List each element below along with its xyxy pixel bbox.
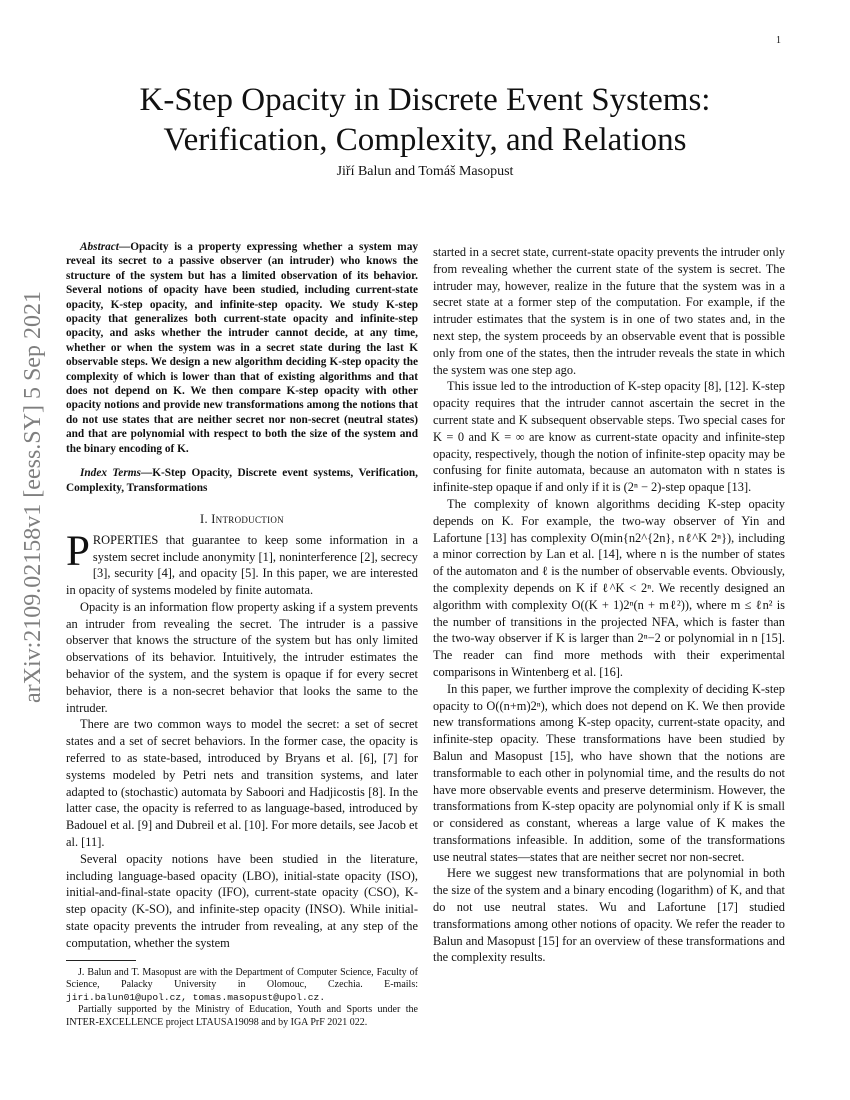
- intro-paragraph-1-text: ROPERTIES that guarantee to keep some information in a system secret include anonymity [1], noninterference [2], secrecy [3], security [4], and opacity [5]. In this paper, we are interested in opacity of systems modeled by finite automata.: [66, 532, 418, 598]
- section-number: I.: [200, 511, 208, 526]
- arxiv-sidebar: [20, 293, 50, 703]
- intro-paragraph-1: [66, 527, 418, 599]
- authors: Jiří Balun and Tomáš Masopust: [336, 164, 514, 179]
- arxiv-identifier: arXiv:2109.02158v1 [eess.SY] 5 Sep 2021: [20, 291, 46, 703]
- section-heading: [66, 511, 418, 528]
- left-column: [66, 240, 418, 1029]
- intro-paragraph-7: The complexity of known algorithms deciding K-step opacity depends on K. For example, the two-way observer of Yin and Lafortune [13] has complexity O(min{n2^{2n}, nℓ^K 2ⁿ}), including a minor correction by Lan et al. [14], where n is the number of states of the automaton and ℓ is the number of observable events. Obviously, the complexity depends on K if ℓ^K < 2ⁿ. We recently designed an algorithm with complexity O((K + 1)2ⁿ(n + mℓ²)), where m ≤ ℓn² is the number of transitions in the projected NFA, which is faster than the two-way observer if K is larger than 2ⁿ−2 or polynomial in n [15]. The reader can find more methods with their experimental comparisons in Wintenberg et al. [16].: [433, 496, 785, 679]
- index-terms-label: Index Terms: [80, 467, 141, 480]
- section-title: Introduction: [211, 511, 284, 526]
- footnote-affiliation: [66, 967, 418, 1005]
- paper-title: [60, 80, 790, 160]
- page-number: 1: [776, 35, 781, 46]
- title-line-1: K-Step Opacity in Discrete Event Systems:: [139, 82, 711, 118]
- abstract-text: —Opacity is a property expressing whether a system may reveal its secret to a passive observer (an intruder) who knows the structure of the system but has a limited observation of its behavior. Several notions of opacity have been studied, including current-state opacity, K-step opacity, and infinite-step opacity. We study K-step opacity that generalizes both current-state opacity and infinite-step opacity, and asks whether the intruder cannot decide, at any time, whether or when the system was in a secret state during the last K observable steps. We design a new algorithm deciding K-step opacity the complexity of which is lower than that of existing algorithms and that does not depend on K. We then compare K-step opacity with other opacity notions and provide new transformations among the notions that do not use states that are neither secret nor non-secret (neutral states) and that are polynomial with respect to both the size of the system and the binary encoding of K.: [66, 241, 418, 455]
- abstract-label: Abstract: [80, 241, 119, 253]
- intro-paragraph-5: started in a secret state, current-state opacity prevents the intruder only from revealing whether the current state of the system is secret. The intruder may, however, realize in the future that the system was in a secret state at a former step of the computation. For example, if the intruder estimates that the system is in one of two states and, in the next step, the system proceeds by an observable event that is possible only from one of the states, then the intruder reveals the state in which the system was one step ago.: [433, 245, 785, 377]
- footnote-funding: Partially supported by the Ministry of Education, Youth and Sports under the INTER-EXCELLENCE project LTAUSA19098 and by IGA PrF 2021 022.: [66, 1004, 418, 1028]
- intro-paragraph-6: This issue led to the introduction of K-step opacity [8], [12]. K-step opacity requires that the intruder cannot ascertain the secret in the current state and K subsequent observable steps. Two special cases for K = 0 and K = ∞ are know as current-state opacity and infinite-step opacity, respectively, though the notion of infinite-step opacity may be confusing for finite automata, because an automaton with n states is infinite-step opaque if and only if it is (2ⁿ − 2)-step opaque [13].: [433, 379, 785, 495]
- intro-paragraph-3: There are two common ways to model the secret: a set of secret states and a set of secret behaviors. In the former case, the opacity is referred to as state-based, introduced by Bryans et al. [6], [7] for systems modeled by Petri nets and transition systems, and later adapted to (stochastic) automata by Saboori and Hadjicostis [8]. In the latter case, the opacity is referred to as language-based, introduced by Badouel et al. [9] and Dubreil et al. [10]. For more details, see Jacob et al. [11].: [66, 717, 418, 850]
- index-terms-text: —K-Step Opacity, Discrete event systems, Verification, Complexity, Transformations: [66, 467, 418, 494]
- abstract: [66, 240, 418, 456]
- right-column: [433, 244, 785, 966]
- intro-paragraph-4: Several opacity notions have been studied in the literature, including language-based opacity (LBO), initial-state opacity (ISO), initial-and-final-state opacity (IFO), current-state opacity (CSO), K-step opacity (K-SO), and infinite-step opacity (INSO). While initial-state opacity prevents the intruder from revealing, at any step of the computation, whether the system: [66, 851, 418, 950]
- intro-paragraph-8: In this paper, we further improve the complexity of deciding K-step opacity to O((n+m)2ⁿ), which does not depend on K. We then provide new transformations among K-step opacity, current-state opacity, and infinite-step opacity. These transformations have been studied by Balun and Masopust [15], who have shown that the notions are transformable to each other in polynomial time, and the results do not have more observable events and preserve determinism. However, the transformations from K-step opacity are polynomial only if K is small or considered as constant, whereas a large value of K makes the transformations infeasible. In addition, some of the transformations use neutral states—states that are neither secret nor non-secret.: [433, 681, 785, 864]
- footnote-emails: jiri.balun01@upol.cz, tomas.masopust@upol.cz.: [66, 991, 326, 1003]
- title-line-2: Verification, Complexity, and Relations: [163, 122, 687, 158]
- index-terms: [66, 466, 418, 495]
- footnote-affiliation-text: J. Balun and T. Masopust are with the Department of Computer Science, Faculty of Science, Palacky University in Olomouc, Czechia. E-mails:: [66, 966, 418, 991]
- intro-paragraph-2: Opacity is an information flow property asking if a system prevents an intruder from revealing the secret. The intruder is a passive observer that knows the structure of the system but has only limited observations of its behavior. Intuitively, the intruder estimates the behavior of the system, and the system is opaque if for every secret behavior, there is a non-secret behavior that looks the same to the intruder.: [66, 599, 418, 715]
- footnote-divider: [66, 960, 136, 961]
- drop-cap: P: [66, 527, 90, 575]
- intro-paragraph-9: Here we suggest new transformations that are polynomial in both the size of the system and a binary encoding (logarithm) of K, and that do not use neutral states. Wu and Lafortune [17] studied transformations among other notions of opacity. We refer the reader to Balun and Masopust [15] for an overview of these transformations and the complexity results.: [433, 866, 785, 965]
